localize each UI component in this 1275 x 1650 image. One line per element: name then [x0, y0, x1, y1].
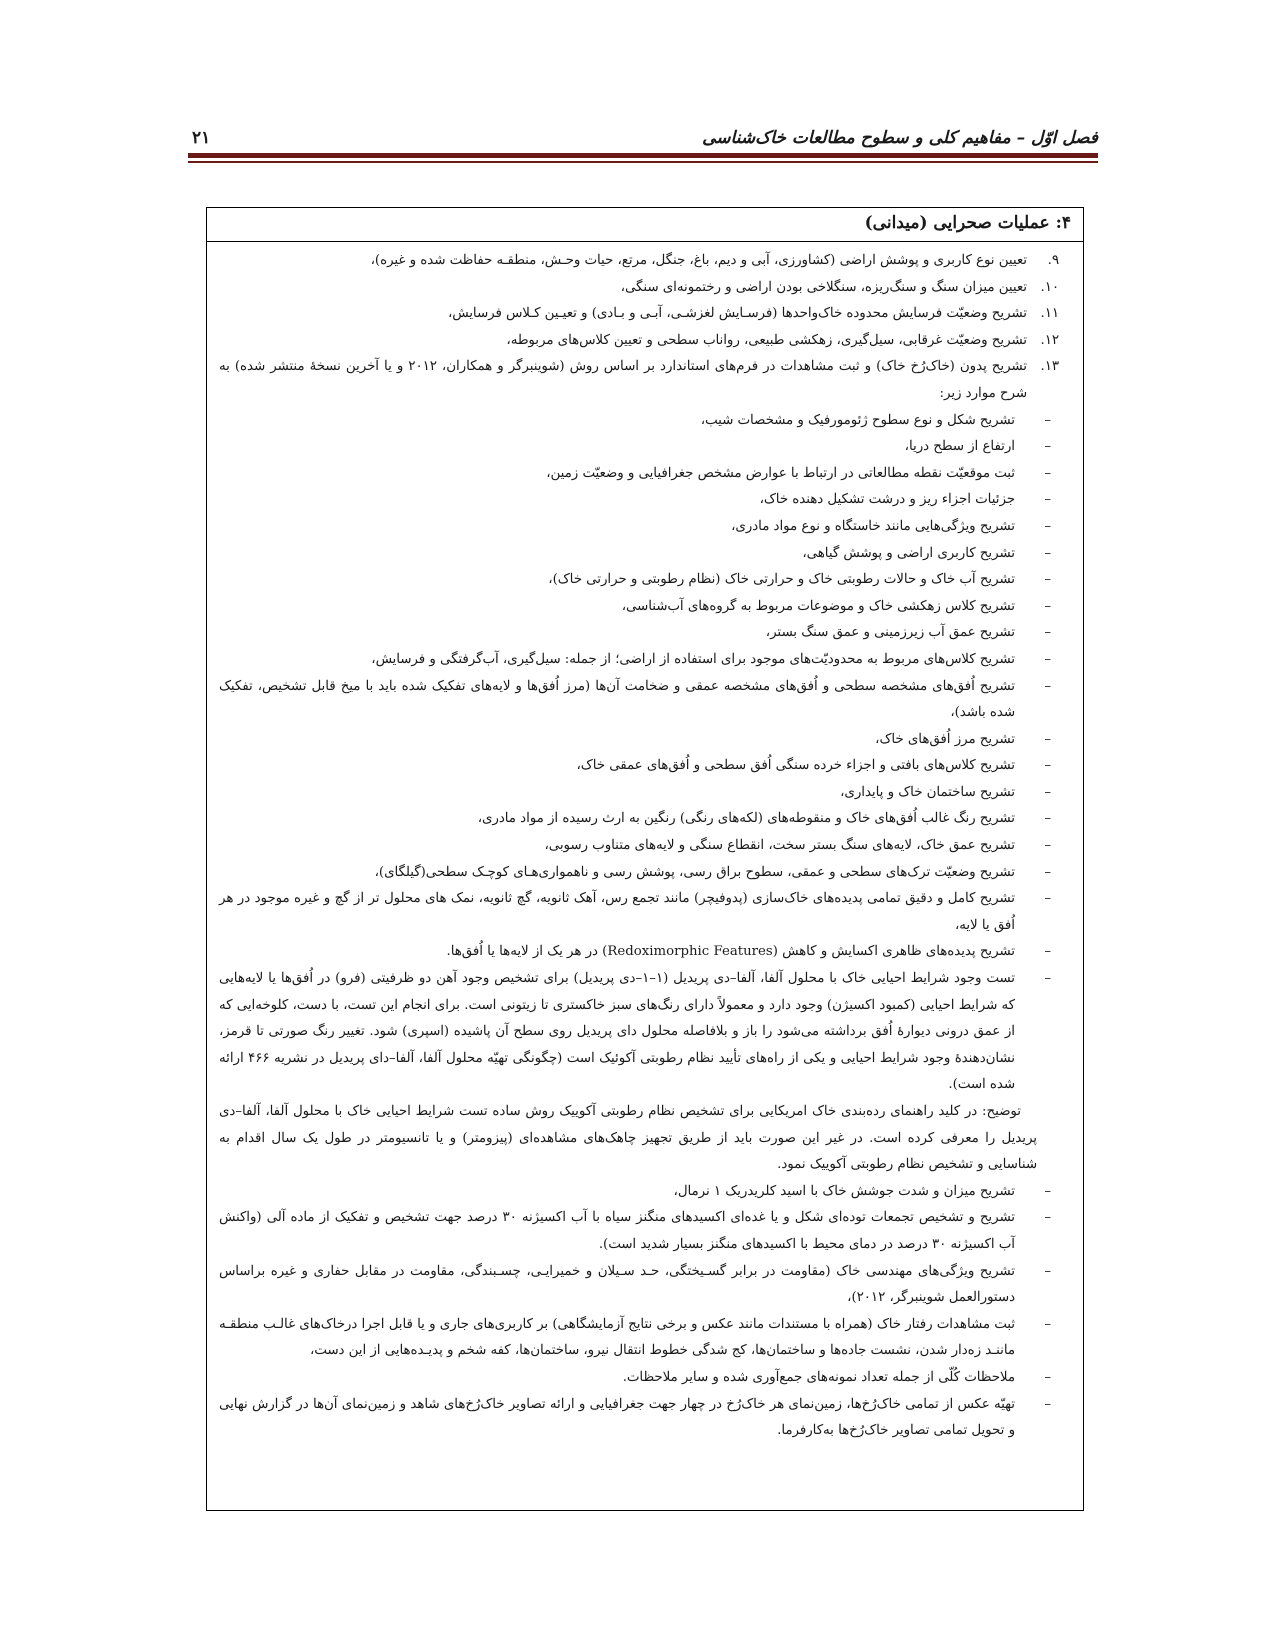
bullet-item	[219, 541, 1071, 568]
bullet-text: تشریح کلاس زهکشی خاک و موضوعات مربوط به گروه‌های آب‌شناسی،	[621, 598, 1015, 614]
item-text: تشریح وضعیّت فرسایش محدوده خاک‌واحدها (فرسـایش لغزشـی، آبـی و بـادی) و تعیـین کـلاس فرسایش،	[447, 306, 1027, 322]
note-paragraph: توضیح: در کلید راهنمای رده‌بندی خاک امریکایی برای تشخیص نظام رطوبتی آکوییک روش ساده تست شرایط احیایی خاک با محلول آلفا، آلفا–دی پریدیل را معرفی کرده است. در غیر این صورت باید از طریق تجهیز چاهک‌های مشاهده‌ای (پیزومتر) و یا تانسیومتر در طول یک سال اقدام به شناسایی و تشخیص نظام رطوبتی آکوییک نمود.	[219, 1104, 1037, 1173]
dash-mark: –	[1044, 1369, 1051, 1385]
bullet-item	[219, 620, 1071, 647]
numbered-item	[219, 354, 1071, 407]
bullet-item	[219, 567, 1071, 594]
bullet-text: تشریح اُفق‌های مشخصه سطحی و اُفق‌های مشخصه عمقی و ضخامت آن‌ها (مرز اُفق‌ها و لایه‌های تفکیک شده باید با میخ قابل تشخیص، تفکیک شده باشد)،	[219, 678, 1015, 721]
bullet-text: تشریح آب خاک و حالات رطوبتی خاک و حرارتی خاک (نظام رطوبتی و حرارتی خاک)،	[548, 572, 1015, 588]
section-content	[219, 248, 1071, 1445]
bullet-item	[219, 408, 1071, 435]
dash-mark: –	[1044, 625, 1051, 641]
bullet-text: تشریح رنگ غالب اُفق‌های خاک و منقوطه‌های (لکه‌های رنگی) رنگین به ارث رسیده از مواد مادری،	[477, 811, 1015, 827]
item-number: ۱۲.	[1040, 332, 1059, 348]
section-box	[206, 207, 1084, 1511]
dash-mark: –	[1044, 439, 1051, 455]
bullet-text: ارتفاع از سطح دریا،	[904, 439, 1015, 455]
item-number: ۱۱.	[1040, 306, 1059, 322]
item-text: تعیین نوع کاربری و پوشش اراضی (کشاورزی، آبی و دیم، باغ، جنگل، مرتع، حیات وحـش، منطقـه حفاظت شده و غیره)،	[370, 253, 1027, 268]
bullet-item	[219, 434, 1071, 461]
item-number: ۱۰.	[1040, 279, 1059, 295]
bullet-item	[219, 461, 1071, 488]
dash-mark: –	[1044, 838, 1051, 854]
bullet-item	[219, 780, 1071, 807]
numbered-item	[219, 275, 1071, 302]
bullet-text: ملاحظات کُلّی از جمله تعداد نمونه‌های جمع‌آوری شده و سایر ملاحظات.	[622, 1369, 1015, 1385]
bullet-text: تشریح پدیده‌های ظاهری اکسایش و کاهش (Redoximorphic Features) در هر یک از لایه‌ها یا اُفق‌ها.	[446, 944, 1015, 960]
numbered-item	[219, 301, 1071, 328]
header-rule-thin	[188, 161, 1098, 163]
bullet-text: جزئیات اجزاء ریز و درشت تشکیل دهنده خاک،	[759, 492, 1015, 508]
page-header	[188, 118, 1098, 158]
bullet-text: تشریح ساختمان خاک و پایداری،	[840, 784, 1015, 800]
bullet-item	[219, 886, 1071, 939]
dash-mark: –	[1044, 1316, 1051, 1332]
bullet-text: تشریح کاربری اراضی و پوشش گیاهی،	[802, 545, 1015, 561]
item-number: ۹.	[1047, 253, 1059, 268]
bullet-text: تشریح عمق خاک، لایه‌های سنگ بستر سخت، انقطاع سنگی و لایه‌های متناوب رسوبی،	[544, 838, 1015, 854]
bullet-text: ثبت موقعیّت نقطه مطالعاتی در ارتباط با عوارض مشخص جغرافیایی و وضعیّت زمین،	[546, 465, 1015, 481]
item-text: تشریح وضعیّت غرقابی، سیل‌گیری، زهکشی طبیعی، رواناب سطحی و تعیین کلاس‌های مربوطه،	[506, 332, 1027, 348]
bullet-text: تشریح کامل و دقیق تمامی پدیده‌های خاک‌سازی (پدوفیچر) مانند تجمع رس، آهک ثانویه، گچ ثانویه، نمک های محلول تر از گچ و غیره موجود در هر اُفق یا لایه،	[219, 891, 1015, 933]
item-text: تشریح پدون (خاک‌رُخ خاک) و ثبت مشاهدات در فرم‌های استاندارد بر اساس روش (شوینبرگر و همکاران، ۲۰۱۲ و یا آخرین نسخهٔ منتشر شده) به شرح موارد زیر:	[219, 359, 1027, 401]
bullet-text: تست وجود شرایط احیایی خاک با محلول آلفا، آلفا–دی پریدیل (۱–۱–دی پریدیل) برای تشخیص وجود آهن دو ظرفیتی (فرو) در اُفق‌ها یا لایه‌هایی که شرایط احیایی (کمبود اکسیژن) وجود دارد و معمولاً دارای رنگ‌های سبز خاکستری تا زیتونی است. برای انجام این تست، با دست، کلوخه‌ایی که از عمق درونی دیوارهٔ اُفق برداشته می‌شود را باز و بلافاصله محلول دای پریدیل روی سطح آن پاشیده (اسپری) شود. تغییر رنگ صورتی تا قرمز، نشان‌دهندهٔ وجود شرایط احیایی و یکی از راه‌های تأیید نظام رطوبتی آکوئیک است (چگونگی تهیّه محلول آلفا، آلفا–دای پریدیل در نشریه ۴۶۶ ارائه شده است).	[219, 971, 1015, 1093]
bullet-text: تشریح مرز اُفق‌های خاک،	[875, 731, 1015, 747]
bullet-item	[219, 1365, 1071, 1392]
dash-mark: –	[1044, 1263, 1051, 1279]
dash-mark: –	[1044, 465, 1051, 481]
bullet-item	[219, 1312, 1071, 1365]
page-number: ۲۱	[192, 128, 211, 148]
chapter-title: فصل اوّل – مفاهیم کلی و سطوح مطالعات خاک‌شناسی	[702, 128, 1098, 148]
bullet-text: تشریح کلاس‌های مربوط به محدودیّت‌های موجود برای استفاده از اراضی؛ از جمله: سیل‌گیری، آب‌گرفتگی و فرسایش،	[371, 651, 1015, 667]
dash-mark: –	[1044, 944, 1051, 960]
bullet-text: تشریح وضعیّت ترک‌های سطحی و عمقی، سطوح براق رسی، پوشش رسی و ناهمواری‌هـای کوچـک سطحی(گیلگای)،	[374, 864, 1015, 880]
bullet-item	[219, 1259, 1071, 1312]
dash-mark: –	[1044, 971, 1051, 987]
dash-mark: –	[1044, 598, 1051, 614]
dash-mark: –	[1044, 864, 1051, 880]
dash-mark: –	[1044, 412, 1051, 428]
bullet-text: تشریح ویژگی‌های مهندسی خاک (مقاومت در برابر گسـیختگی، حـد سـیلان و خمیرایـی، چسـبندگی، مقاومت در مقابل حفاری و غیره براساس دستورالعمل شوینبرگر، ۲۰۱۲)،	[219, 1263, 1015, 1306]
bullet-item	[219, 1392, 1071, 1445]
dash-mark: –	[1044, 891, 1051, 907]
item-text: تعیین میزان سنگ و سنگ‌ریزه، سنگلاخی بودن اراضی و رختمونه‌ای سنگی،	[620, 279, 1027, 295]
bullet-item	[219, 966, 1071, 1099]
dash-mark: –	[1044, 1210, 1051, 1226]
section-title: ۴: عملیات صحرایی (میدانی)	[207, 208, 1083, 242]
dash-mark: –	[1044, 545, 1051, 561]
dash-mark: –	[1044, 758, 1051, 774]
bullet-item	[219, 860, 1071, 887]
bullet-item	[219, 727, 1071, 754]
bullet-text: تشریح ویژگی‌هایی مانند خاستگاه و نوع مواد مادری،	[731, 518, 1015, 534]
dash-mark: –	[1044, 492, 1051, 508]
dash-mark: –	[1044, 572, 1051, 588]
bullet-text: تشریح و تشخیص تجمعات توده‌ای شکل و یا غده‌ای اکسیدهای منگنز سیاه با آب اکسیژنه ۳۰ درصد جهت تشخیص و تفکیک از ماده آلی (واکنش آب اکسیژنه ۳۰ درصد در دمای محیط با اکسیدهای منگنز بسیار شدید است).	[219, 1210, 1016, 1252]
dash-mark: –	[1044, 651, 1051, 667]
bullet-item	[219, 674, 1071, 727]
bullet-text: تشریح عمق آب زیرزمینی و عمق سنگ بستر،	[765, 625, 1015, 641]
bullet-item	[219, 833, 1071, 860]
bullet-text: ثبت مشاهدات رفتار خاک (همراه با مستندات مانند عکس و برخی نتایج آزمایشگاهی) بر کاربری‌های جاری و یا قابل اجرا درخاک‌های غالـب منطقـه ماننـد زه‌دار شدن، نشست جاده‌ها و ساختمان‌ها، کج شدگی خطوط انتقال نیرو، ساختمان‌ها، کفه شخم و پدیـده‌هایی از این دست،	[219, 1316, 1015, 1359]
dash-mark: –	[1044, 518, 1051, 534]
bullet-item	[219, 939, 1071, 966]
header-rule-thick	[188, 153, 1098, 158]
numbered-item	[219, 248, 1071, 275]
dash-mark: –	[1044, 1183, 1051, 1199]
dash-mark: –	[1044, 811, 1051, 827]
bullet-text: تشریح شکل و نوع سطوح ژئومورفیک و مشخصات شیب،	[700, 412, 1015, 428]
bullet-item	[219, 806, 1071, 833]
bullet-item	[219, 1205, 1071, 1258]
bullet-item	[219, 514, 1071, 541]
dash-mark: –	[1044, 678, 1051, 694]
bullet-text: تشریح کلاس‌های بافتی و اجزاء خرده سنگی اُفق سطحی و اُفق‌های عمقی خاک،	[576, 758, 1015, 774]
bullet-item	[219, 1179, 1071, 1206]
dash-mark: –	[1044, 731, 1051, 747]
item-number: ۱۳.	[1040, 359, 1059, 375]
bullet-item	[219, 487, 1071, 514]
bullet-item	[219, 647, 1071, 674]
dash-mark: –	[1044, 784, 1051, 800]
numbered-item	[219, 328, 1071, 355]
bullet-text: تهیّه عکس از تمامی خاک‌رُخ‌ها، زمین‌نمای هر خاک‌رُخ در چهار جهت جغرافیایی و ارائه تصاویر خاک‌رُخ‌های شاهد و زمین‌نمای آن‌ها در گزارش نهایی و تحویل تمامی تصاویر خاک‌رُخ‌ها به‌کارفرما.	[219, 1396, 1015, 1439]
bullet-item	[219, 594, 1071, 621]
bullet-item	[219, 753, 1071, 780]
dash-mark: –	[1044, 1396, 1051, 1412]
bullet-text: تشریح میزان و شدت جوشش خاک با اسید کلریدریک ۱ نرمال،	[673, 1183, 1015, 1199]
